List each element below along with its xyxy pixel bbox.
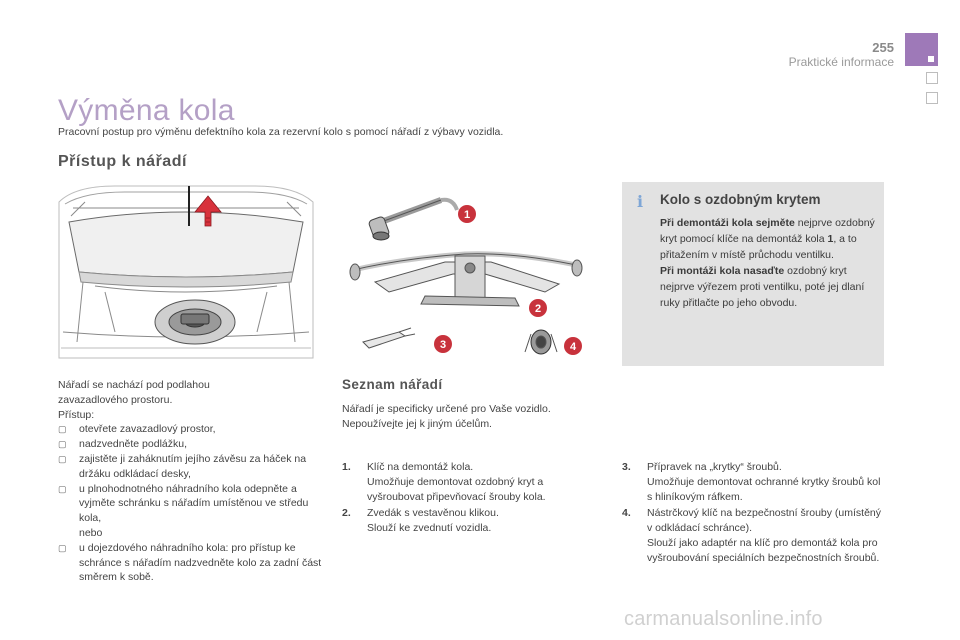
list-item: ▢ u plnohodnotného náhradního kola odepněte a vyjměte schránku s nářadím umístěnou ve středu kola, — [58, 482, 328, 526]
callout-3-icon — [434, 335, 452, 353]
info-bold-text: Při demontáži kola sejměte — [660, 217, 795, 229]
tool-name: Klíč na demontáž kola. — [367, 461, 474, 473]
info-box-title: Kolo s ozdobným krytem — [660, 192, 821, 207]
tool-list-intro — [342, 402, 602, 432]
chapter-marker-icon — [928, 56, 934, 62]
info-bold-number: 1 — [827, 233, 834, 245]
section-label: Praktické informace — [788, 55, 894, 69]
svg-text:1: 1 — [463, 209, 471, 221]
tool-item — [342, 460, 602, 506]
callout-1-icon — [458, 205, 476, 223]
list-item: ▢ nadzvedněte podlážku, — [58, 437, 328, 452]
trunk-illustration — [55, 182, 317, 362]
tools-illustration — [345, 192, 590, 367]
info-box-text — [660, 215, 875, 311]
chapter-tab[interactable] — [905, 33, 938, 66]
tool-item — [622, 506, 887, 567]
tool-number: 1. — [342, 461, 351, 473]
page-title: Výměna kola — [58, 94, 235, 127]
access-heading: Přístup k nářadí — [58, 153, 187, 170]
info-bold-text: Při montáži kola nasaďte — [660, 265, 785, 277]
svg-text:4: 4 — [569, 341, 577, 353]
svg-text:2: 2 — [534, 303, 542, 315]
tool-list-heading: Seznam nářadí — [342, 377, 443, 392]
tool-description: Umožňuje demontovat ochranné krytky šroubů kol s hliníkovým ráfkem. — [647, 476, 881, 504]
tool-item — [342, 506, 602, 536]
info-icon: i — [636, 192, 644, 211]
access-line: Nářadí se nachází pod podlahou — [58, 379, 210, 391]
page-number: 255 — [872, 40, 894, 55]
tool-name: Zvedák s vestavěnou klikou. — [367, 506, 499, 519]
tool-name: Přípravek na „krytky“ šroubů. — [647, 461, 782, 473]
watermark: carmanualsonline.info — [624, 608, 823, 630]
info-box — [622, 182, 884, 366]
tool-description: Umožňuje demontovat ozdobný kryt a vyšroubovat připevňovací šrouby kola. — [367, 476, 546, 504]
svg-text:3: 3 — [439, 339, 447, 351]
list-item: ▢ otevřete zavazadlový prostor, — [58, 422, 328, 437]
info-text-span: , a to přitažením v místě průchodu ventilku. — [660, 233, 857, 261]
tool-number: 3. — [622, 461, 631, 473]
chapter-box-icon — [926, 92, 938, 104]
tool-description: Slouží ke zvednutí vozidla. — [367, 521, 492, 534]
list-item: ▢ u dojezdového náhradního kola: pro přístup ke schránce s nářadím nadzvedněte kolo za zadní část směrem k sobě. — [58, 541, 328, 585]
tool-number: 4. — [622, 506, 631, 519]
chapter-box-icon — [926, 72, 938, 84]
access-line: Přístup: — [58, 408, 95, 421]
tool-name: Nástrčkový klíč na bezpečnostní šrouby (umístěný v odkládací schránce). — [647, 506, 882, 534]
callout-2-icon — [529, 299, 547, 317]
tool-intro-line: Nářadí je specificky určené pro Vaše vozidlo. — [342, 403, 551, 415]
list-item: ▢ zajistěte ji zaháknutím jejího závěsu za háček na držáku odkládací desky, — [58, 452, 328, 482]
info-text-span: nejprve ozdobný kryt pomocí klíče na demontáž kola — [660, 217, 875, 245]
tool-number: 2. — [342, 506, 351, 519]
tool-description: Slouží jako adaptér na klíč pro demontáž kola pro vyšroubování speciálních bezpečnostních šroubů. — [647, 537, 880, 565]
tool-list-column — [342, 460, 602, 536]
tool-intro-line: Nepoužívejte jej k jiným účelům. — [342, 417, 492, 430]
access-line: zavazadlového prostoru. — [58, 393, 173, 406]
or-word: nebo — [79, 526, 103, 539]
intro-text: Pracovní postup pro výměnu defektního kola za rezervní kolo s pomocí nářadí z výbavy vozidla. — [58, 126, 504, 138]
access-instructions — [58, 378, 328, 585]
tool-item — [622, 460, 887, 506]
tool-list-column — [622, 460, 887, 566]
info-text-span: ozdobný kryt nejprve výřezem proti ventilku, poté jej dlaní ruky přitlačte po jeho obvodu. — [660, 265, 865, 309]
callout-4-icon — [564, 337, 582, 355]
